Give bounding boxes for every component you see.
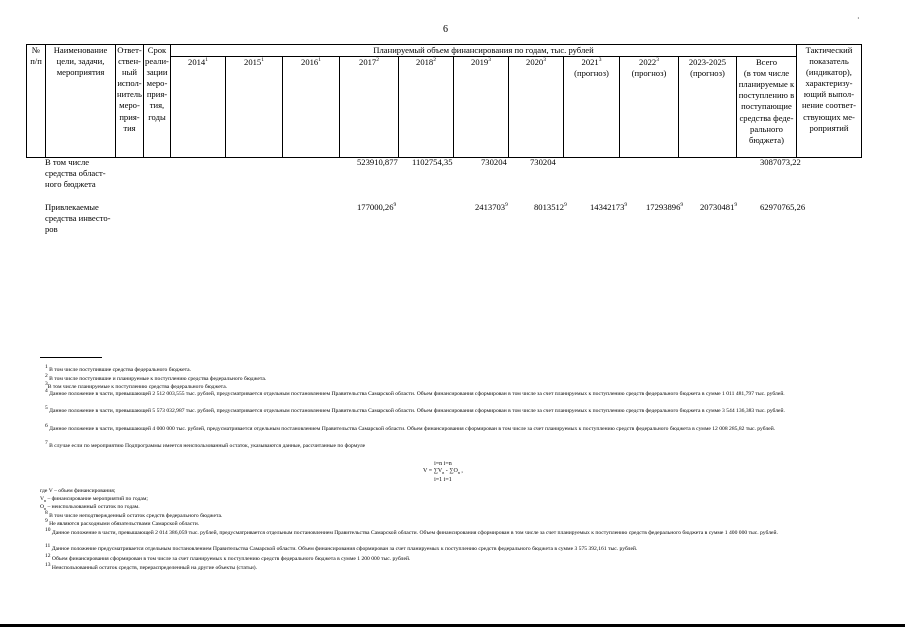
col-executor-header: Ответ- ствен- ный испол- нитель меро- прия- тия: [116, 45, 144, 158]
footnote-6: $^6$ Данное положение в части, превышающей 4 000 000 тыс. рублей, предусматривается отдельным постановлением Правительства Самарской области. Объем финансирования сформирован в том числе за счет планируемых к поступлению средств федерального бюджета в сумме 12 008 285,82 тыс. рублей.: [45, 423, 776, 432]
value-regional-2018: 1102754,35: [412, 157, 453, 167]
col-num-header: № п/п: [27, 45, 46, 158]
value-investor-2017: 177000,26$^9$: [357, 202, 397, 212]
footnote-8: $^8$ В том числе неподтвержденный остаток средств федерального бюджета.: [45, 510, 223, 519]
year-header-2015: 2015$^1$: [225, 57, 282, 158]
page-bottom-border: [0, 624, 905, 627]
year-header-2020: 2020$^3$: [508, 57, 563, 158]
scan-dot: ·: [857, 14, 860, 23]
financing-table: [26, 44, 862, 158]
footnote-2: $^2$ В том числе поступившие и планируемые к поступлению средства федерального бюджета.: [45, 373, 267, 382]
footnote-5: $^5$ Данное положение в части, превышающей 5 573 032,987 тыс. рублей, предусматривается отдельным постановлением Правительства Самарской области. Объем финансирования сформирован в том числе за счет планируемых к поступлению средств федерального бюджета в сумме 3 544 136,383 тыс. рублей.: [45, 405, 785, 414]
value-investor-2019: 2413703$^9$: [475, 202, 508, 212]
col-name-header: Наименование цели, задачи, мероприятия: [46, 45, 116, 158]
legend-where: где V – объем финансирования;: [40, 488, 116, 494]
year-header-2019: 2019$^3$: [453, 57, 508, 158]
year-header-2014: 2014$^1$: [170, 57, 225, 158]
footnote-11: $^{11}$ Данное положение предусматривается отдельным постановлением Правительства Самарской области. Объем финансирования сформирован за счет планируемых к поступлению средств федерального бюджета в сумме 3 575 392,161 тыс. рублей.: [45, 543, 638, 552]
footnote-3: $^3$В том числе планируемые к поступлению средства федерального бюджета.: [45, 381, 228, 390]
row-label-regional-budget: В том числе средства област- ного бюджета: [45, 157, 106, 190]
row-label-investor-funds: Привлекаемые средства инвесто- ров: [45, 202, 111, 235]
value-investor-2021: 14342173$^9$: [590, 202, 628, 212]
year-header-2021: 2021$^3$ (прогноз): [563, 57, 619, 158]
value-regional-2020: 730204: [530, 157, 556, 167]
year-header-2016: 2016$^1$: [282, 57, 339, 158]
value-regional-total: 3087073,22: [760, 157, 801, 167]
year-header-2017: 2017$^2$: [339, 57, 398, 158]
col-term-header: Срок реали- зации меро- прия- тия, годы: [143, 45, 170, 158]
planned-financing-header: Планируемый объем финансирования по годам, тыс. рублей: [170, 45, 796, 57]
footnote-7: $^7$ В случае если по мероприятию Подпрограммы имеется неиспользованный остаток, указываются данные, рассчитанные по формуле: [45, 440, 366, 449]
value-investor-2023-2025: 20730481$^9$: [700, 202, 738, 212]
value-investor-2022: 17293896$^9$: [646, 202, 684, 212]
footnote-4: $^4$ Данное положение в части, превышающей 2 512 003,555 тыс. рублей, предусматривается отдельным постановлением Правительства Самарской области. Объем финансирования сформирован в том числе за счет планируемых к поступлению средств федерального бюджета в сумме 1 011 481,797 тыс. рублей.: [45, 388, 785, 397]
value-regional-2019: 730204: [481, 157, 507, 167]
footnote-10: $^{10}$ Данное положение в части, превышающей 2 014 386,059 тыс. рублей, предусматривается отдельным постановлением Правительства Самарской области. Объем финансирования сформирован в том числе за счет планируемых к поступлению средств федерального бюджета в сумме 1 400 000 тыс. рублей.: [45, 527, 778, 536]
footnote-9: $^9$ Не являются расходными обязательствами Самарской области.: [45, 518, 200, 527]
legend-on: $O_n$ – неиспользованный остаток по годам.: [40, 504, 140, 512]
year-header-2022: 2022$^3$ (прогноз): [619, 57, 678, 158]
remaining-balance-formula: i=n i=n $V = \sum V_n - \sum O_n$ , i=1 i=1: [423, 461, 463, 484]
year-header-2023-2025: 2023-2025 (прогноз): [678, 57, 736, 158]
footnote-1: $^1$ В том числе поступившие средства федерального бюджета.: [45, 364, 191, 373]
footnote-separator: [40, 357, 102, 358]
col-indicator-header: Тактический показатель (индикатор), характеризу- ющий выпол- нение соответ- ствующих ме- роприятий: [796, 45, 861, 158]
year-header-2018: 2018$^2$: [398, 57, 453, 158]
legend-vn: $V_n$ – финансирование мероприятий по годам;: [40, 496, 148, 504]
value-investor-total: 62970765,26: [760, 202, 806, 212]
page-number: 6: [443, 24, 448, 35]
value-regional-2017: 523910,877: [357, 157, 398, 167]
value-investor-2020: 8013512$^9$: [534, 202, 567, 212]
footnote-13: $^{13}$ Неиспользованный остаток средств, перераспределенный на другие объекты (статьи).: [45, 562, 258, 571]
col-total-header: Всего (в том числе планируемые к поступлению в поступающие средства феде- рального бюджета): [736, 57, 796, 158]
footnote-12: $^{12}$ Объем финансирования сформирован в том числе за счет планируемых к поступлению средств федерального бюджета в сумме 1 200 000 тыс. рублей.: [45, 553, 411, 562]
